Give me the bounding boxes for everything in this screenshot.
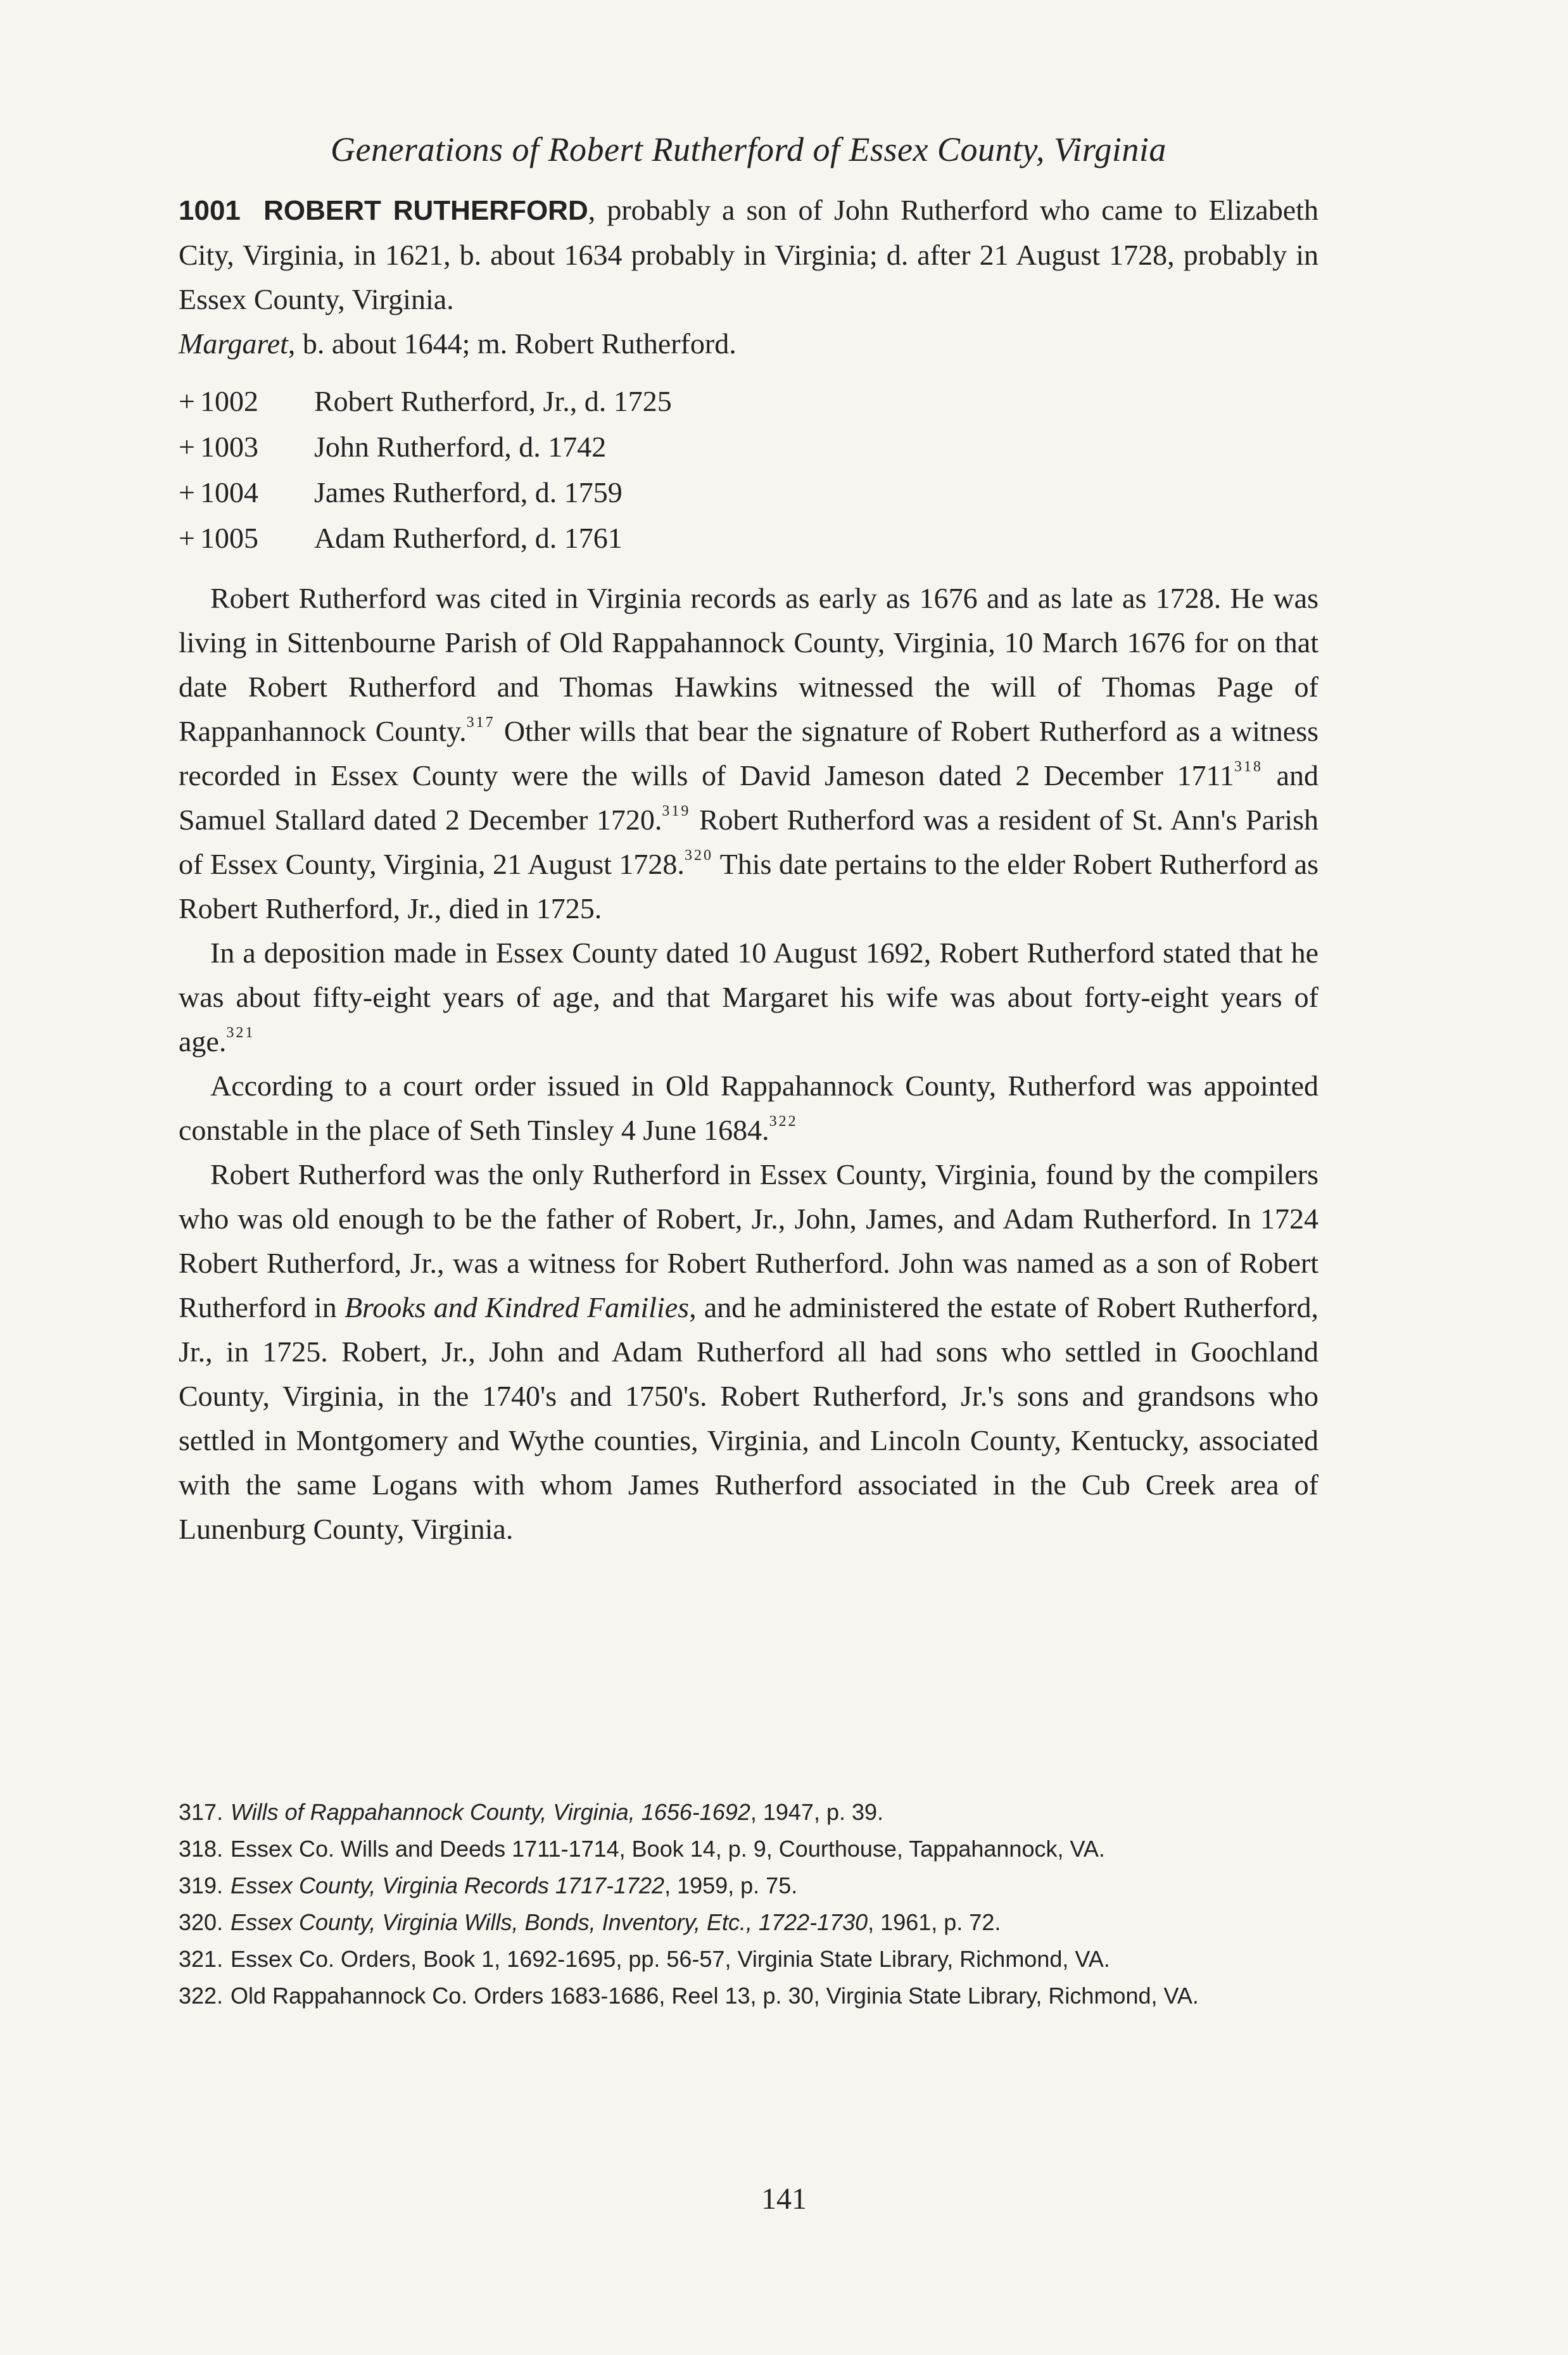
- child-item: [179, 470, 1318, 515]
- footnote-detail: Essex Co. Orders, Book 1, 1692-1695, pp. 56-57, Virginia State Library, Richmond, VA.: [231, 1946, 1110, 1972]
- genealogy-entry: [179, 188, 1318, 1551]
- paragraph-records: [179, 576, 1318, 931]
- entry-name: ROBERT RUTHERFORD: [263, 195, 588, 226]
- footnote-number: 322.: [179, 1983, 224, 2009]
- footnote-ref: 320: [684, 847, 713, 864]
- child-item: [179, 424, 1318, 470]
- child-number: 1002: [200, 385, 258, 417]
- footnote-ref: 318: [1234, 759, 1263, 775]
- footnote-text: [231, 1798, 1318, 1826]
- footnote-item: [179, 1945, 1318, 1973]
- text-run: According to a court order issued in Old Rappahannock County, Rutherford was appointed constable in the place of Seth Tinsley 4 June 1684.: [179, 1070, 1318, 1146]
- footnote-item: [179, 1982, 1318, 2010]
- footnote-item: [179, 1909, 1318, 1936]
- footnote-number: 320.: [179, 1909, 224, 1935]
- footnote-number: 321.: [179, 1946, 224, 1972]
- footnote-detail: , 1959, p. 75.: [664, 1872, 798, 1898]
- child-marker: +: [179, 385, 195, 417]
- text-run: Other wills that bear the signature of Robert Rutherford as a witness recorded in Essex County were the wills of David Jameson dated 2 December 1711: [179, 715, 1318, 792]
- entry-number: 1001: [179, 195, 241, 226]
- child-item: [179, 515, 1318, 561]
- spouse-text: , b. about 1644; m. Robert Rutherford.: [288, 327, 737, 360]
- child-text: Adam Rutherford, d. 1761: [314, 522, 623, 554]
- child-marker: +: [179, 522, 195, 554]
- children-list: [179, 379, 1318, 561]
- child-number: 1005: [200, 522, 258, 554]
- child-marker: +: [179, 431, 195, 463]
- child-number: 1003: [200, 431, 258, 463]
- child-number: 1004: [200, 476, 258, 508]
- child-text: Robert Rutherford, Jr., d. 1725: [314, 385, 672, 417]
- child-text: John Rutherford, d. 1742: [314, 431, 607, 463]
- footnote-text: [231, 1872, 1318, 1900]
- entry-intro: [179, 188, 1318, 322]
- page-number: 141: [761, 2182, 807, 2216]
- text-run: Robert Rutherford was the only Rutherford in Essex County, Virginia, found by the compilers who was old enough to be the father of Robert, Jr., John, James, and Adam Rutherford. In 1724 Robert Rutherford, Jr., was a witness for Robert Rutherford. John was named as a son of Robert Rutherford in: [179, 1158, 1318, 1323]
- page-body: [179, 130, 1318, 1551]
- footnote-ref: 319: [662, 803, 691, 819]
- paragraph-constable: [179, 1064, 1318, 1152]
- page-title: Generations of Robert Rutherford of Essex County, Virginia: [331, 130, 1167, 168]
- spouse-name: Margaret: [179, 327, 288, 360]
- spouse-line: [179, 322, 1318, 366]
- footnote-detail: , 1961, p. 72.: [868, 1909, 1001, 1935]
- footnote-number: 319.: [179, 1872, 224, 1898]
- footnote-text: [231, 1982, 1318, 2010]
- text-run: In a deposition made in Essex County dated 10 August 1692, Robert Rutherford stated that he was about fifty-eight years of age, and that Margaret his wife was about forty-eight years of age.: [179, 937, 1318, 1058]
- paragraph-lineage: [179, 1152, 1318, 1551]
- footnote-text: [231, 1835, 1318, 1863]
- footnote-number: 318.: [179, 1836, 224, 1862]
- footnote-detail: Old Rappahannock Co. Orders 1683-1686, Reel 13, p. 30, Virginia State Library, Richmond, VA.: [231, 1983, 1199, 2009]
- footnotes: [179, 1798, 1318, 2019]
- footnote-number: 317.: [179, 1799, 224, 1825]
- text-run: , and he administered the estate of Robert Rutherford, Jr., in 1725. Robert, Jr., John and Adam Rutherford all had sons who settled in Goochland County, Virginia, in the 1740's and 1750's. Robert Rutherford, Jr.'s sons and grandsons who settled in Montgomery and Wythe counties, Virginia, and Lincoln County, Kentucky, associated with the same Logans with whom James Rutherford associated in the Cub Creek area of Lunenburg County, Virginia.: [179, 1291, 1319, 1545]
- footnote-title: Wills of Rappahannock County, Virginia, 1656-1692: [231, 1799, 750, 1825]
- entry-description: , probably a son of John Rutherford who came to Elizabeth City, Virginia, in 1621, b. about 1634 probably in Virginia; d. after 21 August 1728, probably in Essex County, Virginia.: [179, 194, 1319, 315]
- footnote-detail: Essex Co. Wills and Deeds 1711-1714, Book 14, p. 9, Courthouse, Tappahannock, VA.: [231, 1836, 1105, 1862]
- text-run: and Samuel Stallard dated 2 December 1720.: [179, 759, 1319, 836]
- paragraph-deposition: [179, 931, 1318, 1064]
- footnote-ref: 321: [226, 1025, 255, 1041]
- text-run: Robert Rutherford was cited in Virginia records as early as 1676 and as late as 1728. He was living in Sittenbourne Parish of Old Rappahannock County, Virginia, 10 March 1676 for on that date Robert Rutherford and Thomas Hawkins witnessed the will of Thomas Page of Rappanhannock County.: [179, 582, 1318, 747]
- footnote-title: Essex County, Virginia Wills, Bonds, Inventory, Etc., 1722-1730: [231, 1909, 868, 1935]
- footnote-ref: 322: [769, 1113, 798, 1130]
- footnote-detail: , 1947, p. 39.: [750, 1799, 884, 1825]
- book-title: Brooks and Kindred Families: [344, 1291, 690, 1323]
- child-marker: +: [179, 476, 195, 508]
- footnote-ref: 317: [466, 714, 495, 731]
- child-text: James Rutherford, d. 1759: [314, 476, 623, 508]
- text-run: This date pertains to the elder Robert Rutherford as Robert Rutherford, Jr., died in 1725.: [179, 848, 1318, 925]
- text-run: Robert Rutherford was a resident of St. Ann's Parish of Essex County, Virginia, 21 August 1728.: [179, 804, 1319, 880]
- footnote-item: [179, 1835, 1318, 1863]
- footnote-text: [231, 1945, 1318, 1973]
- footnote-title: Essex County, Virginia Records 1717-1722: [231, 1872, 665, 1898]
- footnote-text: [231, 1909, 1318, 1936]
- footnote-item: [179, 1798, 1318, 1826]
- footnote-item: [179, 1872, 1318, 1900]
- child-item: [179, 379, 1318, 424]
